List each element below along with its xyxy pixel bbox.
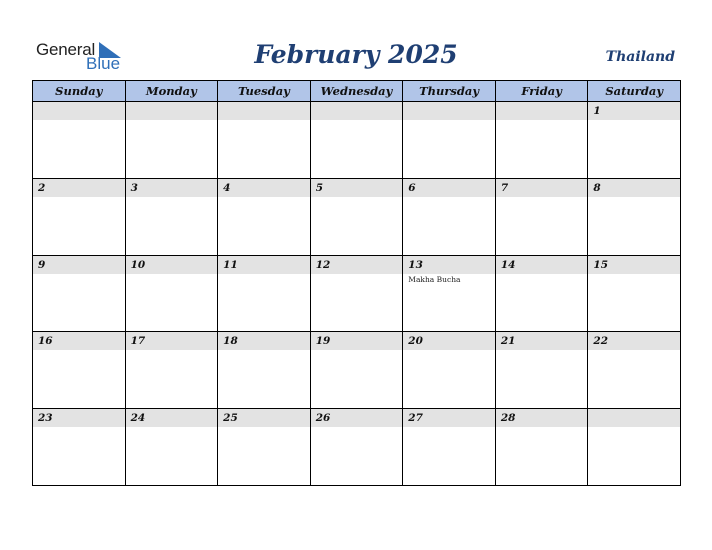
day-cell (496, 409, 589, 486)
day-number (311, 102, 403, 120)
country-label: Thailand (605, 49, 675, 65)
day-number: 9 (33, 256, 125, 274)
day-number (33, 102, 125, 120)
day-cell (126, 332, 219, 409)
day-cell (33, 332, 126, 409)
day-number: 27 (403, 409, 495, 427)
day-number: 3 (126, 179, 218, 197)
weekday-header-saturday: Saturday (588, 81, 681, 102)
day-number: 18 (218, 332, 310, 350)
day-number: 1 (588, 102, 680, 120)
day-number (403, 102, 495, 120)
logo-blue-text: Blue (86, 54, 121, 73)
day-number: 16 (33, 332, 125, 350)
day-number (588, 409, 680, 427)
weekday-header-tuesday: Tuesday (218, 81, 311, 102)
day-cell (33, 409, 126, 486)
day-cell (33, 102, 126, 179)
weekday-header-monday: Monday (126, 81, 219, 102)
day-cell (496, 256, 589, 333)
day-cell (311, 102, 404, 179)
day-cell (218, 332, 311, 409)
day-cell (403, 256, 496, 333)
day-cell (126, 102, 219, 179)
day-number: 25 (218, 409, 310, 427)
day-number: 15 (588, 256, 680, 274)
day-number: 26 (311, 409, 403, 427)
day-number: 5 (311, 179, 403, 197)
day-cell (218, 179, 311, 256)
day-cell (588, 332, 681, 409)
day-number: 21 (496, 332, 588, 350)
day-number (496, 102, 588, 120)
day-number (218, 102, 310, 120)
day-number: 28 (496, 409, 588, 427)
day-number: 24 (126, 409, 218, 427)
day-number: 23 (33, 409, 125, 427)
day-number: 8 (588, 179, 680, 197)
calendar-grid (32, 80, 681, 486)
logo-general-text: General (36, 40, 96, 59)
day-cell (496, 102, 589, 179)
day-number: 7 (496, 179, 588, 197)
day-cell (126, 409, 219, 486)
weekday-header-sunday: Sunday (33, 81, 126, 102)
day-cell (311, 256, 404, 333)
day-cell (33, 179, 126, 256)
day-number: 2 (33, 179, 125, 197)
day-cell (588, 409, 681, 486)
day-cell (403, 179, 496, 256)
day-cell (218, 256, 311, 333)
weekday-header-thursday: Thursday (403, 81, 496, 102)
weekday-header-wednesday: Wednesday (311, 81, 404, 102)
day-cell (311, 409, 404, 486)
day-cell (496, 332, 589, 409)
day-number: 6 (403, 179, 495, 197)
day-number: 17 (126, 332, 218, 350)
day-number: 12 (311, 256, 403, 274)
day-cell (218, 102, 311, 179)
day-number: 4 (218, 179, 310, 197)
day-number: 10 (126, 256, 218, 274)
day-cell (403, 102, 496, 179)
day-number (126, 102, 218, 120)
day-cell (126, 256, 219, 333)
holiday-label: Makha Bucha (408, 274, 461, 284)
day-cell (496, 179, 589, 256)
day-cell (403, 332, 496, 409)
day-cell (588, 102, 681, 179)
day-number: 19 (311, 332, 403, 350)
day-number: 11 (218, 256, 310, 274)
day-cell (311, 332, 404, 409)
day-cell (311, 179, 404, 256)
day-number: 14 (496, 256, 588, 274)
day-cell (218, 409, 311, 486)
day-cell (126, 179, 219, 256)
weekday-header-friday: Friday (496, 81, 589, 102)
day-number: 13 (403, 256, 495, 274)
day-cell (403, 409, 496, 486)
day-cell (33, 256, 126, 333)
day-number: 20 (403, 332, 495, 350)
day-number: 22 (588, 332, 680, 350)
day-cell (588, 179, 681, 256)
calendar-title: February 2025 (254, 40, 458, 69)
day-cell (588, 256, 681, 333)
